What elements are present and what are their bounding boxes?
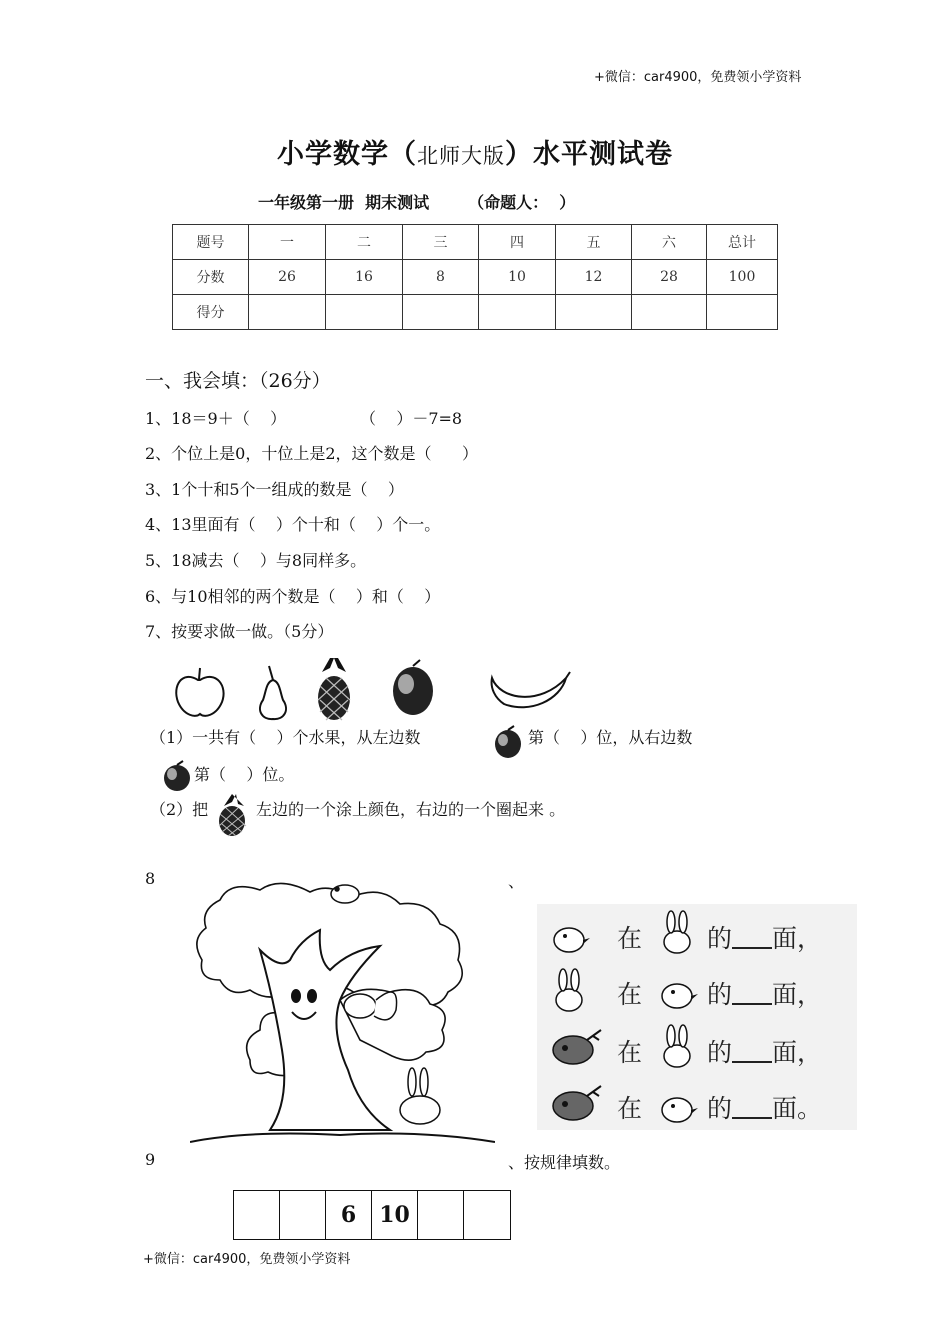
question-7-1a: （1）一共有（ ）个水果，从左边数: [150, 728, 421, 747]
fruit-row: [170, 656, 580, 722]
rabbit-icon: [655, 910, 699, 956]
sequence-box[interactable]: [418, 1191, 464, 1239]
peach-icon: [490, 724, 526, 760]
sequence-box: 6: [326, 1191, 372, 1239]
question-8-mark: 、: [508, 872, 525, 891]
exam-subtitle: 一年级第一册 期末测试 （命题人： ）: [258, 193, 576, 212]
de-text: 的: [707, 924, 733, 953]
zai-text: 在: [617, 1094, 643, 1123]
peach-icon: [393, 660, 433, 715]
footer-note: +微信：car4900，免费领小学资料: [143, 1252, 351, 1267]
table-row: 分数 26 16 8 10 12 28 100: [173, 260, 778, 295]
mian-text: 面，: [772, 1038, 823, 1067]
pear-icon: [260, 666, 286, 719]
squirrel-icon: [344, 992, 397, 1020]
pineapple-icon: [318, 658, 350, 720]
question-7-2b: 左边的一个涂上颜色，右边的一个圈起来 。: [256, 800, 566, 819]
banana-icon: [492, 672, 570, 707]
sequence-box[interactable]: [464, 1191, 510, 1239]
apple-icon: [176, 668, 223, 716]
de-text: 的: [707, 980, 733, 1009]
question-8-number: 8: [145, 869, 156, 888]
sequence-box[interactable]: [234, 1191, 280, 1239]
de-text: 的: [707, 1094, 733, 1123]
score-table: [172, 224, 778, 330]
tree-illustration: [190, 880, 495, 1148]
deer-icon: [547, 1082, 607, 1124]
question-7: 7、按要求做一做。（5分）: [145, 622, 334, 641]
question-3: 3、1个十和5个一组成的数是（ ）: [145, 480, 404, 499]
section-heading: 一、我会填：（26分）: [145, 370, 331, 392]
question-4: 4、13里面有（ ）个十和（ ）个一。: [145, 515, 441, 534]
deer-icon: [547, 1026, 607, 1068]
sequence-box[interactable]: [280, 1191, 326, 1239]
pineapple-icon: [214, 792, 250, 838]
mian-text: 面，: [772, 924, 823, 953]
answer-blank[interactable]: [732, 981, 772, 1005]
bird-icon: [655, 974, 699, 1012]
zai-text: 在: [617, 980, 643, 1009]
answer-blank[interactable]: [732, 925, 772, 949]
mian-text: 面，: [772, 980, 823, 1009]
bird-icon: [331, 885, 359, 903]
answer-blank[interactable]: [732, 1039, 772, 1063]
page-title: 小学数学（北师大版）水平测试卷: [277, 139, 673, 170]
position-exercise-panel: [537, 904, 857, 1130]
question-7-1c: 第（ ）位。: [194, 765, 295, 784]
bird-icon: [655, 1088, 699, 1126]
question-9-number: 9: [145, 1150, 156, 1169]
peach-icon: [160, 759, 194, 793]
question-5: 5、18减去（ ）与8同样多。: [145, 551, 367, 570]
question-6: 6、与10相邻的两个数是（ ）和（ ）: [145, 587, 441, 606]
rabbit-icon: [400, 1068, 440, 1124]
mian-text: 面。: [772, 1094, 823, 1123]
table-row: 题号 一 二 三 四 五 六 总计: [173, 225, 778, 260]
rabbit-icon: [547, 968, 591, 1014]
zai-text: 在: [617, 924, 643, 953]
answer-blank[interactable]: [732, 1095, 772, 1119]
question-7-1b: 第（ ）位，从右边数: [528, 728, 693, 747]
de-text: 的: [707, 1038, 733, 1067]
rabbit-icon: [655, 1024, 699, 1070]
table-row: 得分: [173, 295, 778, 330]
bird-icon: [547, 918, 591, 956]
question-1a: 1、18＝9＋（ ）: [145, 409, 287, 428]
question-7-2a: （2）把: [150, 800, 209, 819]
header-note: +微信：car4900，免费领小学资料: [594, 70, 802, 85]
zai-text: 在: [617, 1038, 643, 1067]
question-9-text: 、按规律填数。: [508, 1153, 621, 1172]
sequence-box: 10: [372, 1191, 418, 1239]
question-2: 2、个位上是0，十位上是2，这个数是（ ）: [145, 444, 479, 463]
question-1b: （ ）－7=8: [360, 409, 463, 428]
number-sequence: [233, 1190, 511, 1240]
